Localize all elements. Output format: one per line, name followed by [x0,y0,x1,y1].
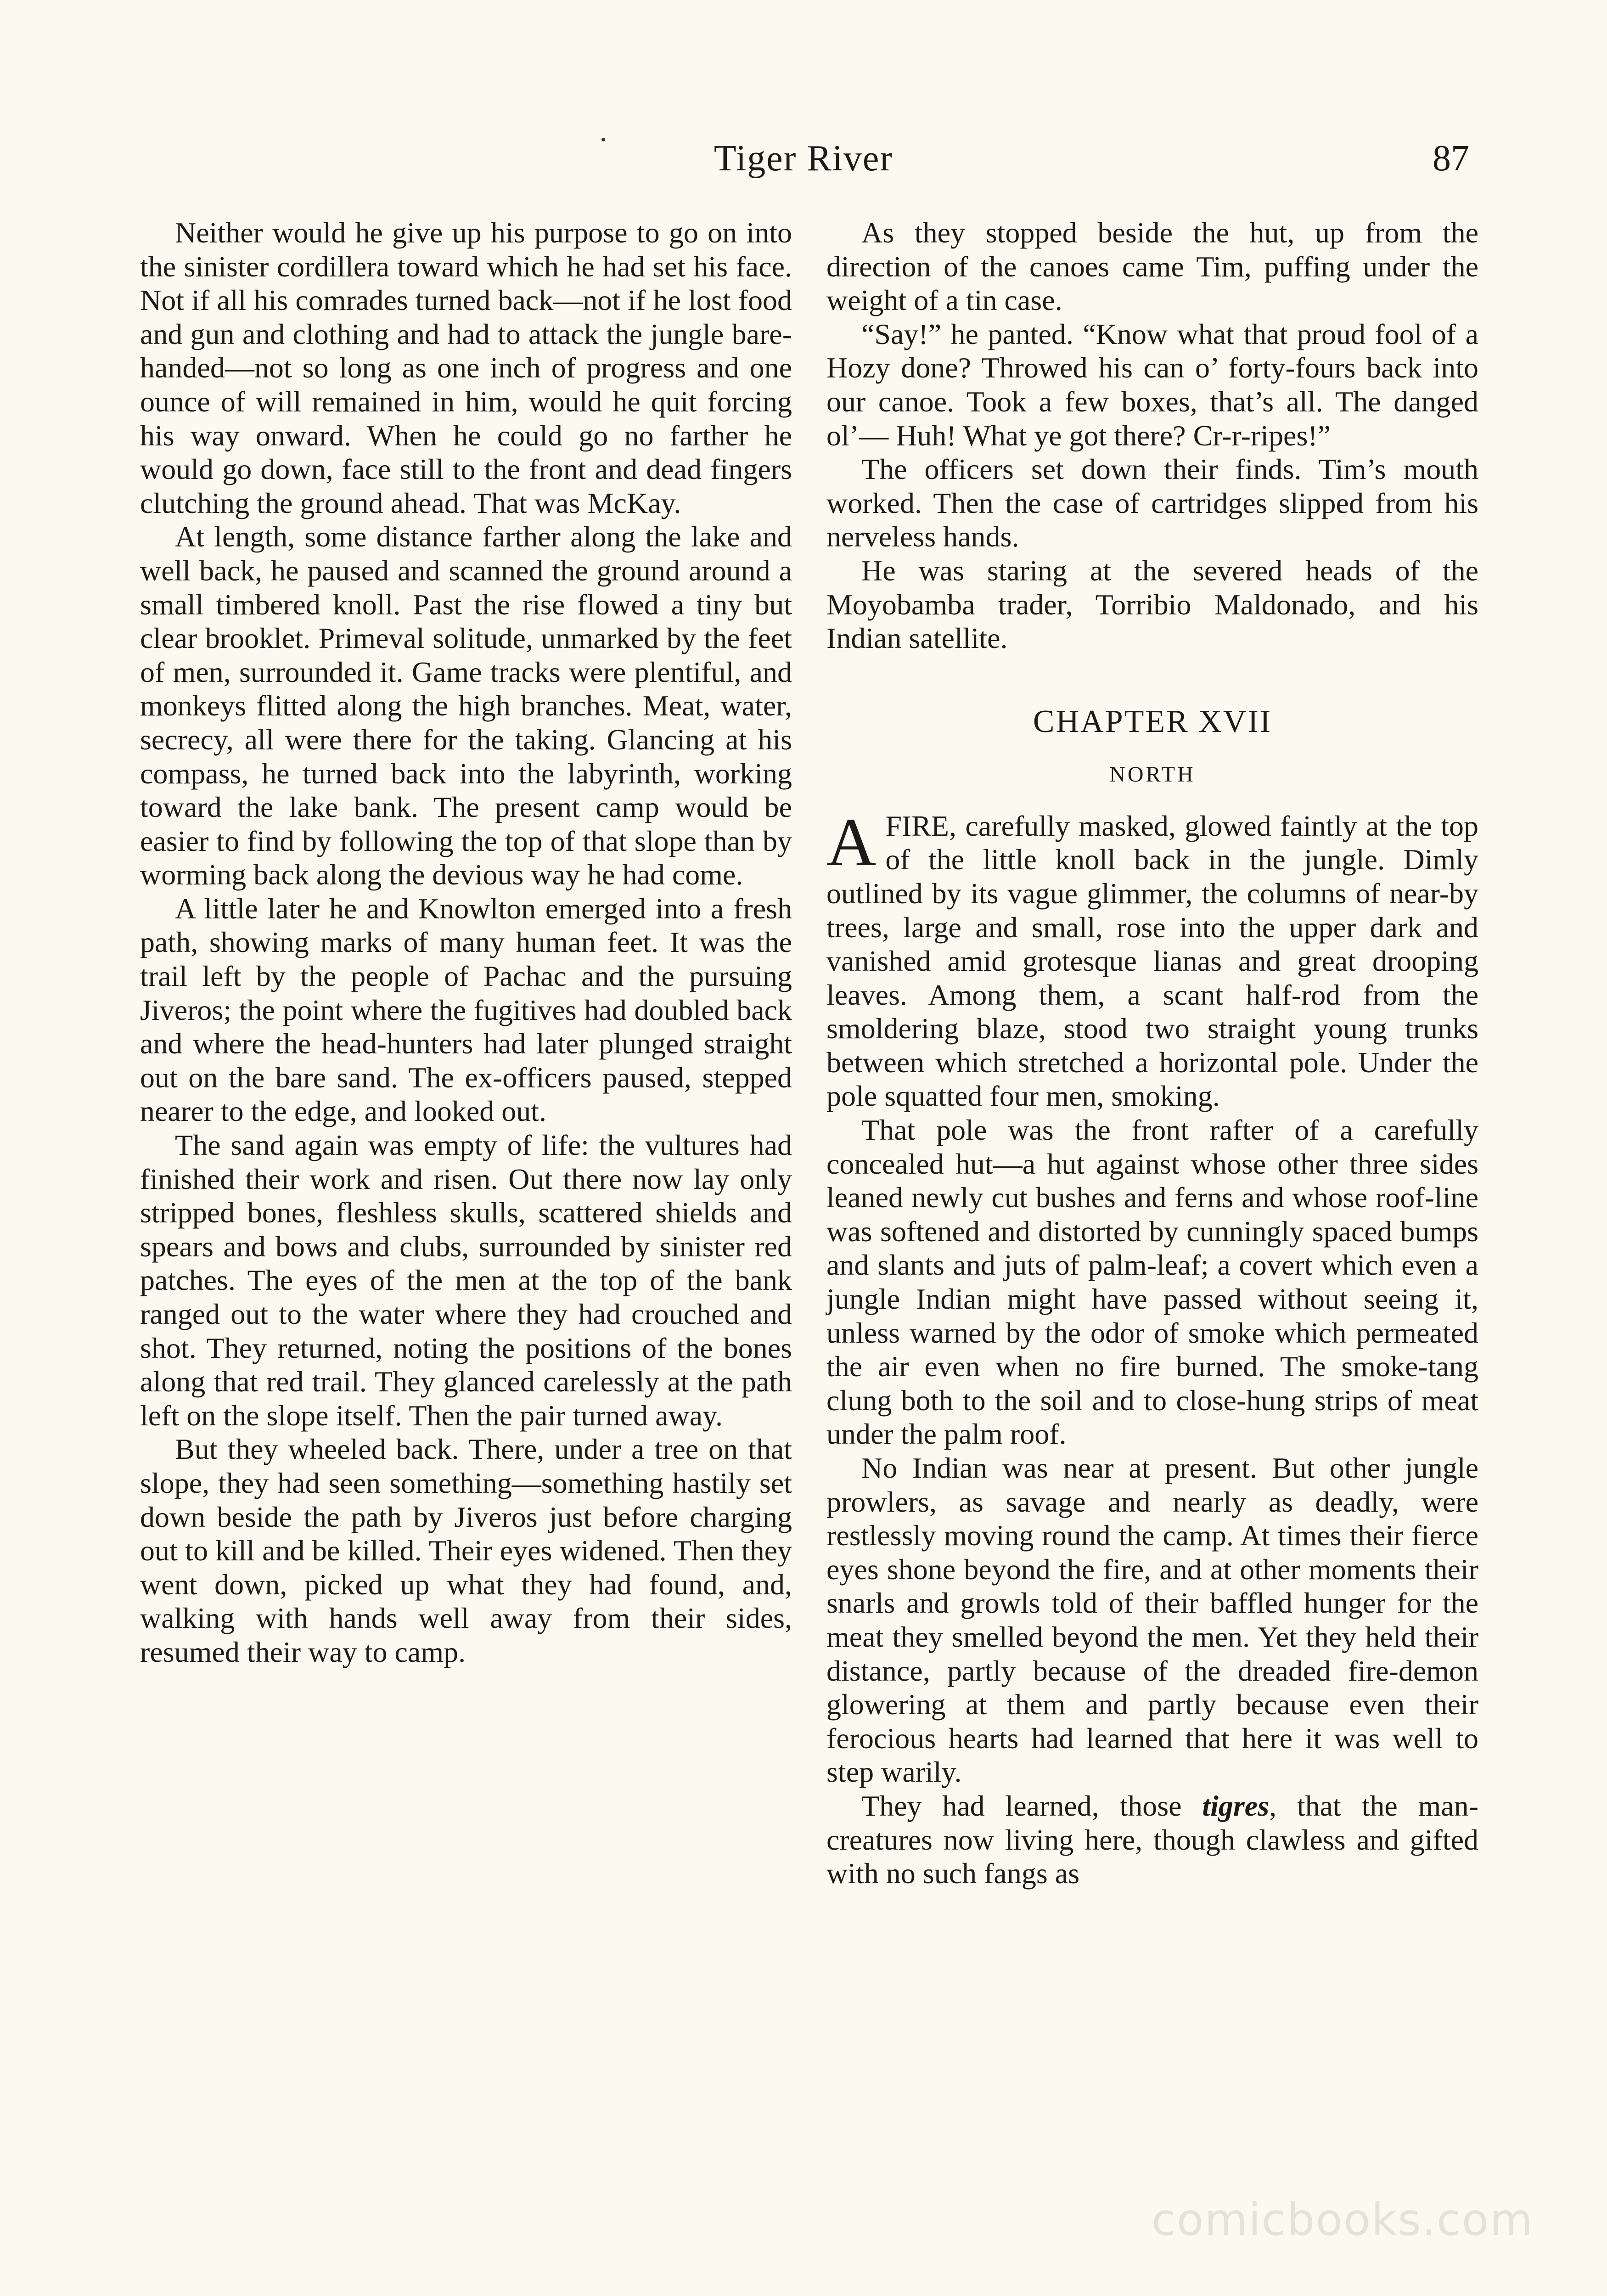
paragraph: “Say!” he panted. “Know what that proud fool of a Hozy done? Throwed his can o’ forty-fours back into our canoe. Took a few boxes, that’s all. The danged ol’— Huh! What ye got there? Cr-r-ripes!” [826,317,1478,452]
paragraph: The officers set down their finds. Tim’s mouth worked. Then the case of cartridges slipped from his nerveless hands. [826,453,1478,553]
page-number: 87 [1433,138,1469,179]
paragraph: A little later he and Knowlton emerged into a fresh path, showing marks of many human feet. It was the trail left by the people of Pachac and the pursuing Jiveros; the point where the fugitives had doubled back and where the head-hunters had later plunged straight out on the bare sand. The ex-officers paused, stepped nearer to the edge, and looked out. [140,892,792,1128]
drop-cap: A [826,804,877,880]
running-title: Tiger River [714,138,893,179]
paragraph-text: They had learned, those [861,1789,1202,1822]
left-column [140,216,792,1669]
paragraph: The sand again was empty of life: the vultures had finished their work and risen. Out there now lay only stripped bones, fleshless skulls, scattered shields and spears and bows and clubs, surrounded by sinister red patches. The eyes of the men at the top of the bank ranged out to the water where they had crouched and shot. They returned, noting the positions of the bones along that red trail. They glanced carelessly at the path left on the slope itself. Then the pair turned away. [140,1129,792,1432]
paragraph: No Indian was near at present. But other jungle prowlers, as savage and nearly as deadly, were restlessly moving round the camp. At times their fierce eyes shone beyond the fire, and at other moments their snarls and growls told of their baffled hunger for the meat they smelled beyond the men. Yet they held their distance, partly because of the dreaded fire-demon glowering at them and partly because even their ferocious hearts had learned that here it was well to step warily. [826,1452,1478,1789]
chapter-title: CHAPTER XVII [1033,703,1272,739]
paragraph-text: , that the man-creatures now living here, though clawless and gifted with no such fangs as [826,1789,1478,1890]
paragraph: That pole was the front rafter of a carefully concealed hut—a hut against whose other three sides leaned newly cut bushes and ferns and whose roof-line was softened and distorted by cunningly spaced bumps and slants and juts of palm-leaf; a covert which even a jungle Indian might have passed without seeing it, unless warned by the odor of smoke which permeated the air even when no fire burned. The smoke-tang clung both to the soil and to close-hung strips of meat under the palm roof. [826,1114,1478,1451]
paragraph: As they stopped beside the hut, up from the direction of the canoes came Tim, puffing under the weight of a tin case. [826,216,1478,317]
chapter-subtitle: NORTH [1109,762,1196,787]
paragraph: But they wheeled back. There, under a tree on that slope, they had seen something—something hastily set down beside the path by Jiveros just before charging out to kill and be killed. Their eyes widened. Then they went down, picked up what they had found, and, walking with hands well away from their sides, resumed their way to camp. [140,1433,792,1668]
paragraph: At length, some distance farther along the lake and well back, he paused and scanned the ground around a small timbered knoll. Past the rise flowed a tiny but clear brooklet. Primeval solitude, unmarked by the feet of men, surrounded it. Game tracks were plentiful, and monkeys flitted along the high branches. Meat, water, secrecy, all were there for the taking. Glancing at his compass, he turned back into the labyrinth, working toward the lake bank. The present camp would be easier to find by following the top of that slope than by worming back along the devious way he had come. [140,520,792,891]
right-column [826,216,1478,1891]
paragraph: He was staring at the severed heads of the Moyobamba trader, Torribio Maldonado, and his Indian satellite. [826,554,1478,655]
italic-word: tigres [1202,1789,1270,1822]
paragraph-last [826,1789,1478,1891]
watermark: comicbooks.com [1151,2194,1534,2245]
paragraph: Neither would he give up his purpose to go on into the sinister cordillera toward which he had set his face. Not if all his comrades turned back—not if he lost food and gun and clothing and had to attack the jungle bare-handed—not so long as one inch of progress and one ounce of will remained in him, would he quit forcing his way onward. When he could go no farther he would go down, face still to the front and dead fingers clutching the ground ahead. That was McKay. [140,216,792,519]
opening-paragraph-text: FIRE, carefully masked, glowed faintly at the top of the little knoll back in the jungle. Dimly outlined by its vague glimmer, the columns of near-by trees, large and small, rose into the upper dark and vanished amid grotesque lianas and great drooping leaves. Among them, a scant half-rod from the smoldering blaze, stood two straight young trunks between which stretched a horizontal pole. Under the pole squatted four men, smoking. [826,809,1478,1113]
opening-paragraph [826,804,1478,1113]
page-header [138,131,1469,186]
